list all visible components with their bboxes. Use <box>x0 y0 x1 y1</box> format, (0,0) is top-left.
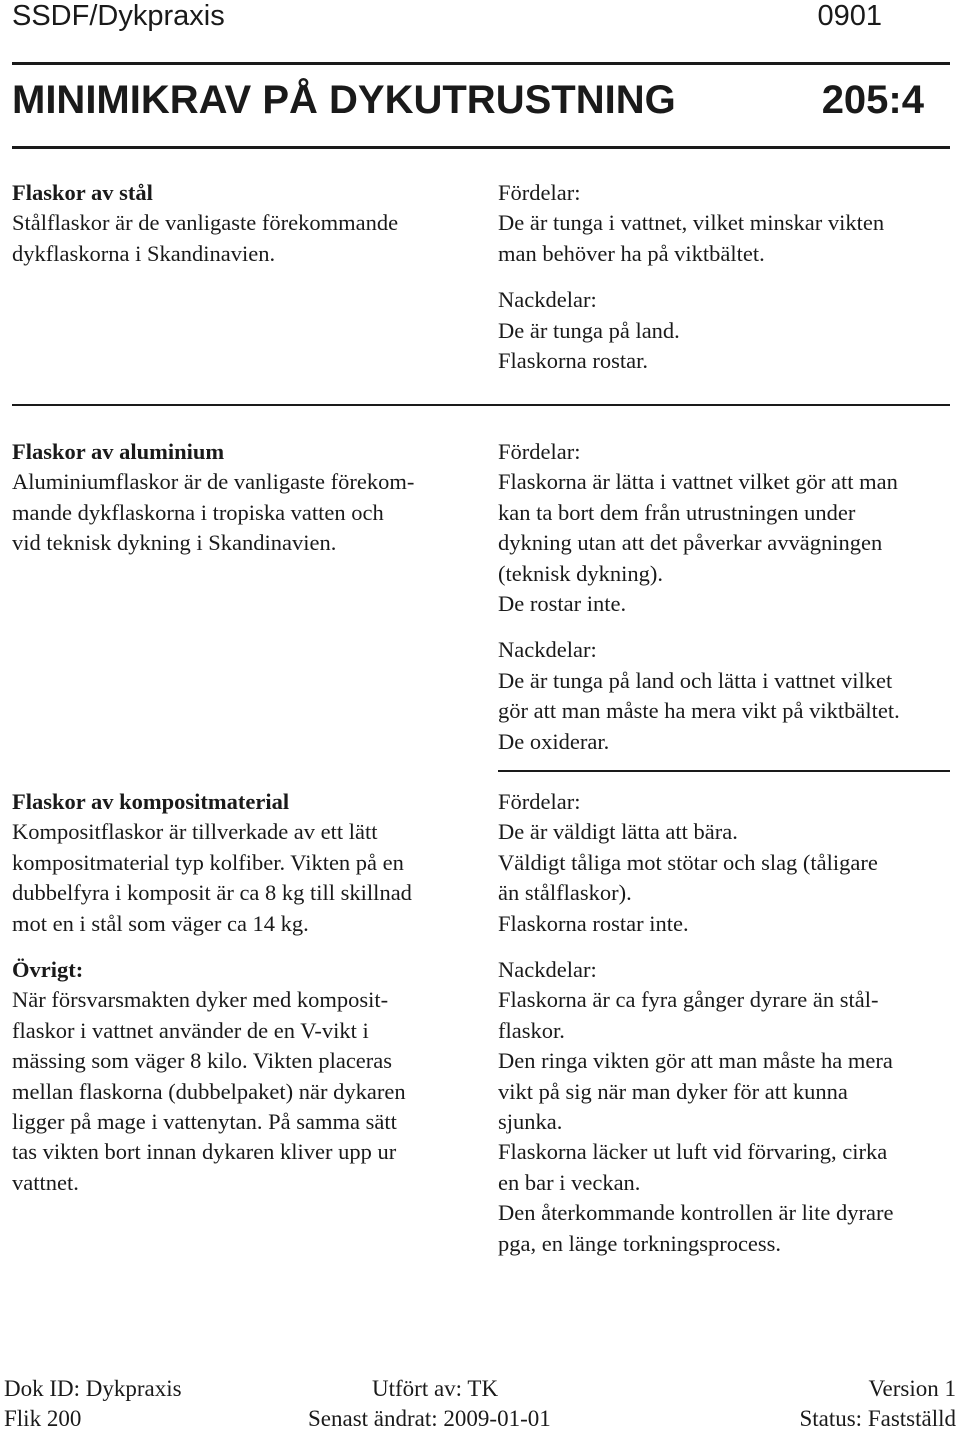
other-line: flaskor i vattnet använder de en V-vikt i <box>12 1017 369 1043</box>
footer-status: Status: Fastställd <box>799 1406 956 1431</box>
footer-tab: Flik 200 <box>4 1406 82 1431</box>
other-line: När försvarsmakten dyker med komposit- <box>12 987 389 1013</box>
cons-line: gör att man måste ha mera vikt på viktbältet. <box>498 698 900 724</box>
pros-line: De är tunga i vattnet, vilket minskar vikten <box>498 210 885 236</box>
pros-label: Fördelar: <box>498 439 581 464</box>
other-line: mellan flaskorna (dubbelpaket) när dykaren <box>12 1078 406 1104</box>
desc-line: Stålflaskor är de vanligaste förekommande <box>12 210 399 236</box>
cons-line: pga, en länge torkningsprocess. <box>498 1230 782 1256</box>
cons-label: Nackdelar: <box>498 957 597 983</box>
footer-version: Version 1 <box>868 1376 956 1401</box>
cons-line: Flaskorna läcker ut luft vid förvaring, cirka <box>498 1139 888 1165</box>
section-aluminium-proscons <box>498 437 953 757</box>
cons-line: en bar i veckan. <box>498 1169 641 1195</box>
desc-line: Aluminiumflaskor är de vanligaste förekom- <box>12 469 415 495</box>
section-aluminium-desc <box>12 437 472 559</box>
section-composite-proscons <box>498 787 953 1259</box>
footer <box>0 1374 960 1434</box>
cons-line: Flaskorna är ca fyra gånger dyrare än stål- <box>498 987 879 1013</box>
other-label: Övrigt: <box>12 957 84 983</box>
section-heading: Flaskor av aluminium <box>12 439 225 464</box>
pros-line: dykning utan att det påverkar avvägningen <box>498 530 883 556</box>
footer-doc-id: Dok ID: Dykpraxis <box>4 1376 182 1401</box>
doc-code: 205:4 <box>821 78 924 122</box>
cons-label: Nackdelar: <box>498 637 597 663</box>
cons-line: Den återkommande kontrollen är lite dyrare <box>498 1200 894 1226</box>
page-title: MINIMIKRAV PÅ DYKUTRUSTNING <box>12 78 676 122</box>
doc-number: 0901 <box>817 0 882 32</box>
cons-line: Den ringa vikten gör att man måste ha mera <box>498 1048 893 1074</box>
cons-line: De är tunga på land. <box>498 317 680 343</box>
other-line: tas vikten bort innan dykaren kliver upp ur <box>12 1139 397 1165</box>
desc-line: dubbelfyra i komposit är ca 8 kg till skillnad <box>12 880 412 906</box>
section-heading: Flaskor av kompositmaterial <box>12 789 290 814</box>
desc-line: mot en i stål som väger ca 14 kg. <box>12 910 309 936</box>
section-steel-proscons <box>498 178 953 376</box>
cons-line: flaskor. <box>498 1017 565 1043</box>
desc-line: kompositmaterial typ kolfiber. Vikten på en <box>12 849 404 875</box>
top-rule <box>12 62 950 65</box>
pros-line: Flaskorna är lätta i vattnet vilket gör att man <box>498 469 898 495</box>
org-name: SSDF/Dykpraxis <box>12 0 225 32</box>
pros-line: Flaskorna rostar inte. <box>498 910 689 936</box>
pros-line: De rostar inte. <box>498 591 627 617</box>
desc-line: dykflaskorna i Skandinavien. <box>12 240 276 266</box>
section-divider-short <box>498 770 950 772</box>
footer-last-changed: Senast ändrat: 2009-01-01 <box>308 1406 551 1431</box>
cons-line: vikt på sig när man dyker för att kunna <box>498 1078 848 1104</box>
cons-label: Nackdelar: <box>498 287 597 313</box>
desc-line: Kompositflaskor är tillverkade av ett lätt <box>12 819 378 845</box>
pros-line: kan ta bort dem från utrustningen under <box>498 499 856 525</box>
section-composite-desc <box>12 787 482 1198</box>
section-steel-desc <box>12 178 472 269</box>
pros-label: Fördelar: <box>498 180 581 205</box>
cons-line: De oxiderar. <box>498 728 610 754</box>
pros-line: (teknisk dykning). <box>498 560 663 586</box>
section-heading: Flaskor av stål <box>12 180 153 205</box>
desc-line: vid teknisk dykning i Skandinavien. <box>12 530 337 556</box>
pros-line: Väldigt tåliga mot stötar och slag (tåligare <box>498 849 878 875</box>
pros-line: man behöver ha på viktbältet. <box>498 240 765 266</box>
other-line: mässing som väger 8 kilo. Vikten placeras <box>12 1048 393 1074</box>
footer-performed-by: Utfört av: TK <box>372 1376 499 1401</box>
section-divider <box>12 404 950 406</box>
other-line: ligger på mage i vattenytan. På samma sätt <box>12 1109 397 1135</box>
title-rule <box>12 146 950 149</box>
cons-line: Flaskorna rostar. <box>498 348 648 374</box>
pros-line: De är väldigt lätta att bära. <box>498 819 738 845</box>
cons-line: sjunka. <box>498 1109 563 1135</box>
pros-label: Fördelar: <box>498 789 581 814</box>
pros-line: än stålflaskor). <box>498 880 632 906</box>
header-top <box>12 0 882 32</box>
other-line: vattnet. <box>12 1169 79 1195</box>
desc-line: mande dykflaskorna i tropiska vatten och <box>12 499 384 525</box>
cons-line: De är tunga på land och lätta i vattnet vilket <box>498 667 893 693</box>
title-row <box>12 76 924 124</box>
